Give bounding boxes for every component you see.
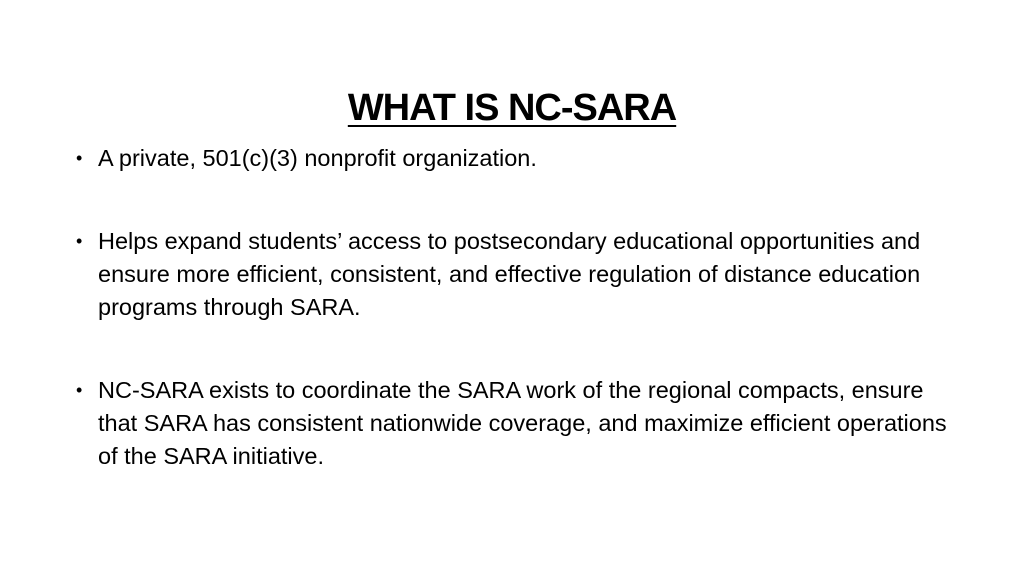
bullet-item	[70, 225, 950, 324]
bullet-dot-icon: •	[76, 231, 83, 251]
bullet-list	[70, 142, 950, 473]
bullet-item	[70, 142, 950, 175]
slide-title: WHAT IS NC-SARA	[347, 87, 677, 130]
bullet-text: A private, 501(c)(3) nonprofit organization.	[98, 145, 537, 171]
bullet-item	[70, 374, 950, 473]
bullet-dot-icon: •	[76, 380, 83, 400]
bullet-text: NC-SARA exists to coordinate the SARA work of the regional compacts, ensure that SARA has consistent nationwide coverage, and maximize efficient operations of the SARA initiative.	[98, 377, 947, 469]
bullet-text: Helps expand students’ access to postsecondary educational opportunities and ensure more efficient, consistent, and effective regulation of distance education programs through SARA.	[98, 228, 921, 320]
bullet-dot-icon: •	[76, 148, 83, 168]
